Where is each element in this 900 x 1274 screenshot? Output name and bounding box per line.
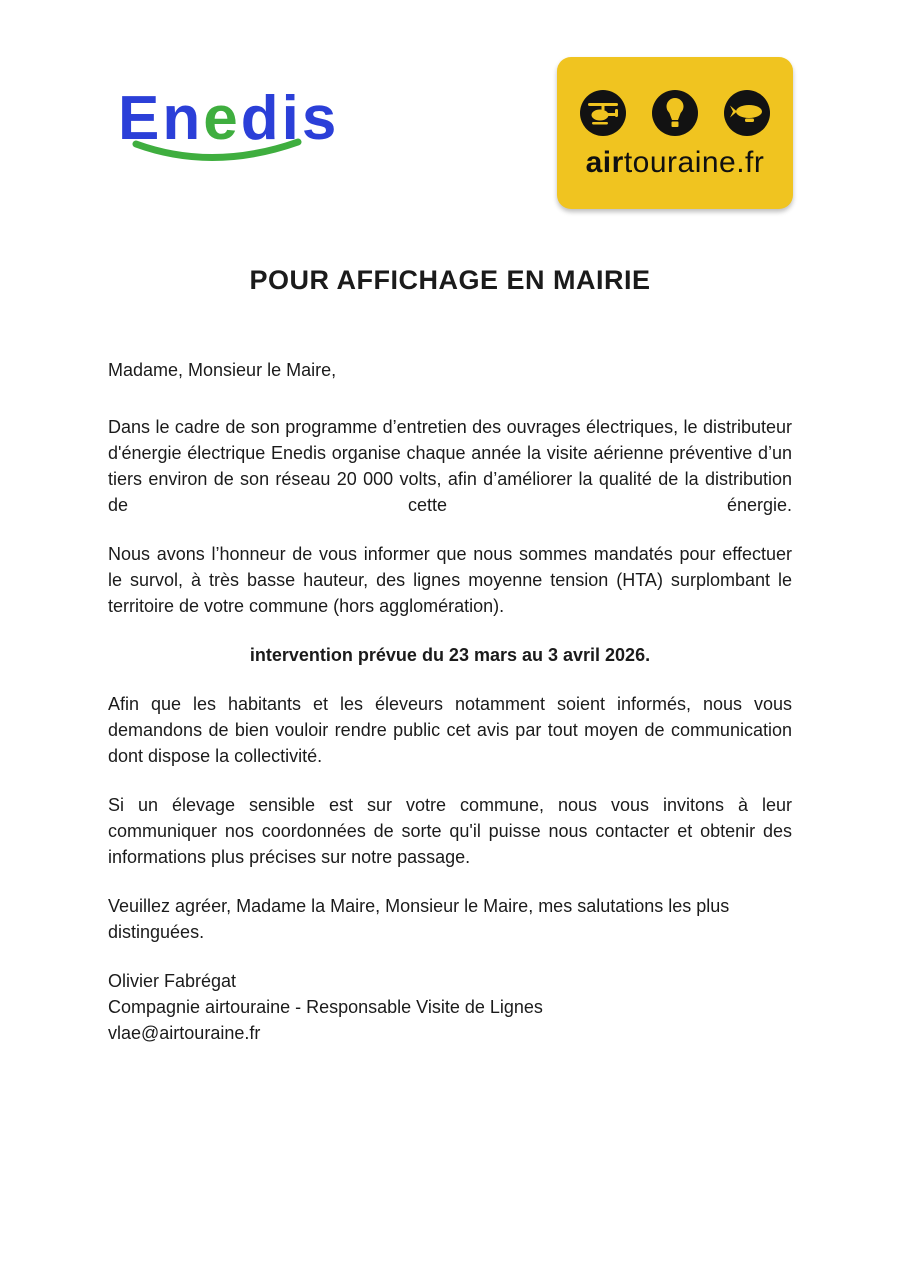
page-title: POUR AFFICHAGE EN MAIRIE xyxy=(249,265,651,295)
airtouraine-brand xyxy=(586,148,765,178)
airtouraine-brand-bold: air xyxy=(585,146,624,179)
intervention-dates: intervention prévue du 23 mars au 3 avril 2026. xyxy=(249,645,651,665)
airtouraine-brand-rest: touraine.fr xyxy=(623,146,765,179)
balloon-icon xyxy=(652,90,698,136)
airtouraine-icons xyxy=(580,90,770,136)
paragraph-program: Dans le cadre de son programme d’entretien des ouvrages électriques, le distributeur d'énergie électrique Enedis organise chaque année la visite aérienne préventive d’un tiers environ de son réseau 20 000 volts, afin d’améliorer la qualité de la distribution de cette énergie. xyxy=(108,417,792,515)
salutation: Madame, Monsieur le Maire, xyxy=(108,360,337,380)
helicopter-icon xyxy=(580,90,626,136)
enedis-logo-text-3: dis xyxy=(240,84,340,153)
paragraph-livestock: Si un élevage sensible est sur votre commune, nous vous invitons à leur communiquer nos coordonnées de sorte qu'il puisse nous contacter et obtenir des informations plus précises sur notre passage. xyxy=(108,795,792,867)
letter-body xyxy=(108,357,792,1046)
enedis-logo-text-1: En xyxy=(118,84,204,153)
paragraph-closing: Veuillez agréer, Madame la Maire, Monsieur le Maire, mes salutations les plus distinguées. xyxy=(108,896,730,942)
signature-email: vlae@airtouraine.fr xyxy=(108,1023,261,1043)
signature-role: Compagnie airtouraine - Responsable Visite de Lignes xyxy=(108,997,543,1017)
blimp-icon xyxy=(724,90,770,136)
enedis-logo xyxy=(118,84,340,153)
paragraph-mandate: Nous avons l’honneur de vous informer que nous sommes mandatés pour effectuer le survol, à très basse hauteur, des lignes moyenne tension (HTA) surplombant le territoire de votre commune (hors agglomération). xyxy=(108,544,792,616)
signature-block xyxy=(108,968,792,1046)
paragraph-public-notice: Afin que les habitants et les éleveurs notamment soient informés, nous vous demandons de bien vouloir rendre public cet avis par tout moyen de communication dont dispose la collectivité. xyxy=(108,694,792,766)
signature-name: Olivier Fabrégat xyxy=(108,971,237,991)
airtouraine-badge xyxy=(557,57,793,209)
enedis-logo-text-2: e xyxy=(203,84,241,153)
